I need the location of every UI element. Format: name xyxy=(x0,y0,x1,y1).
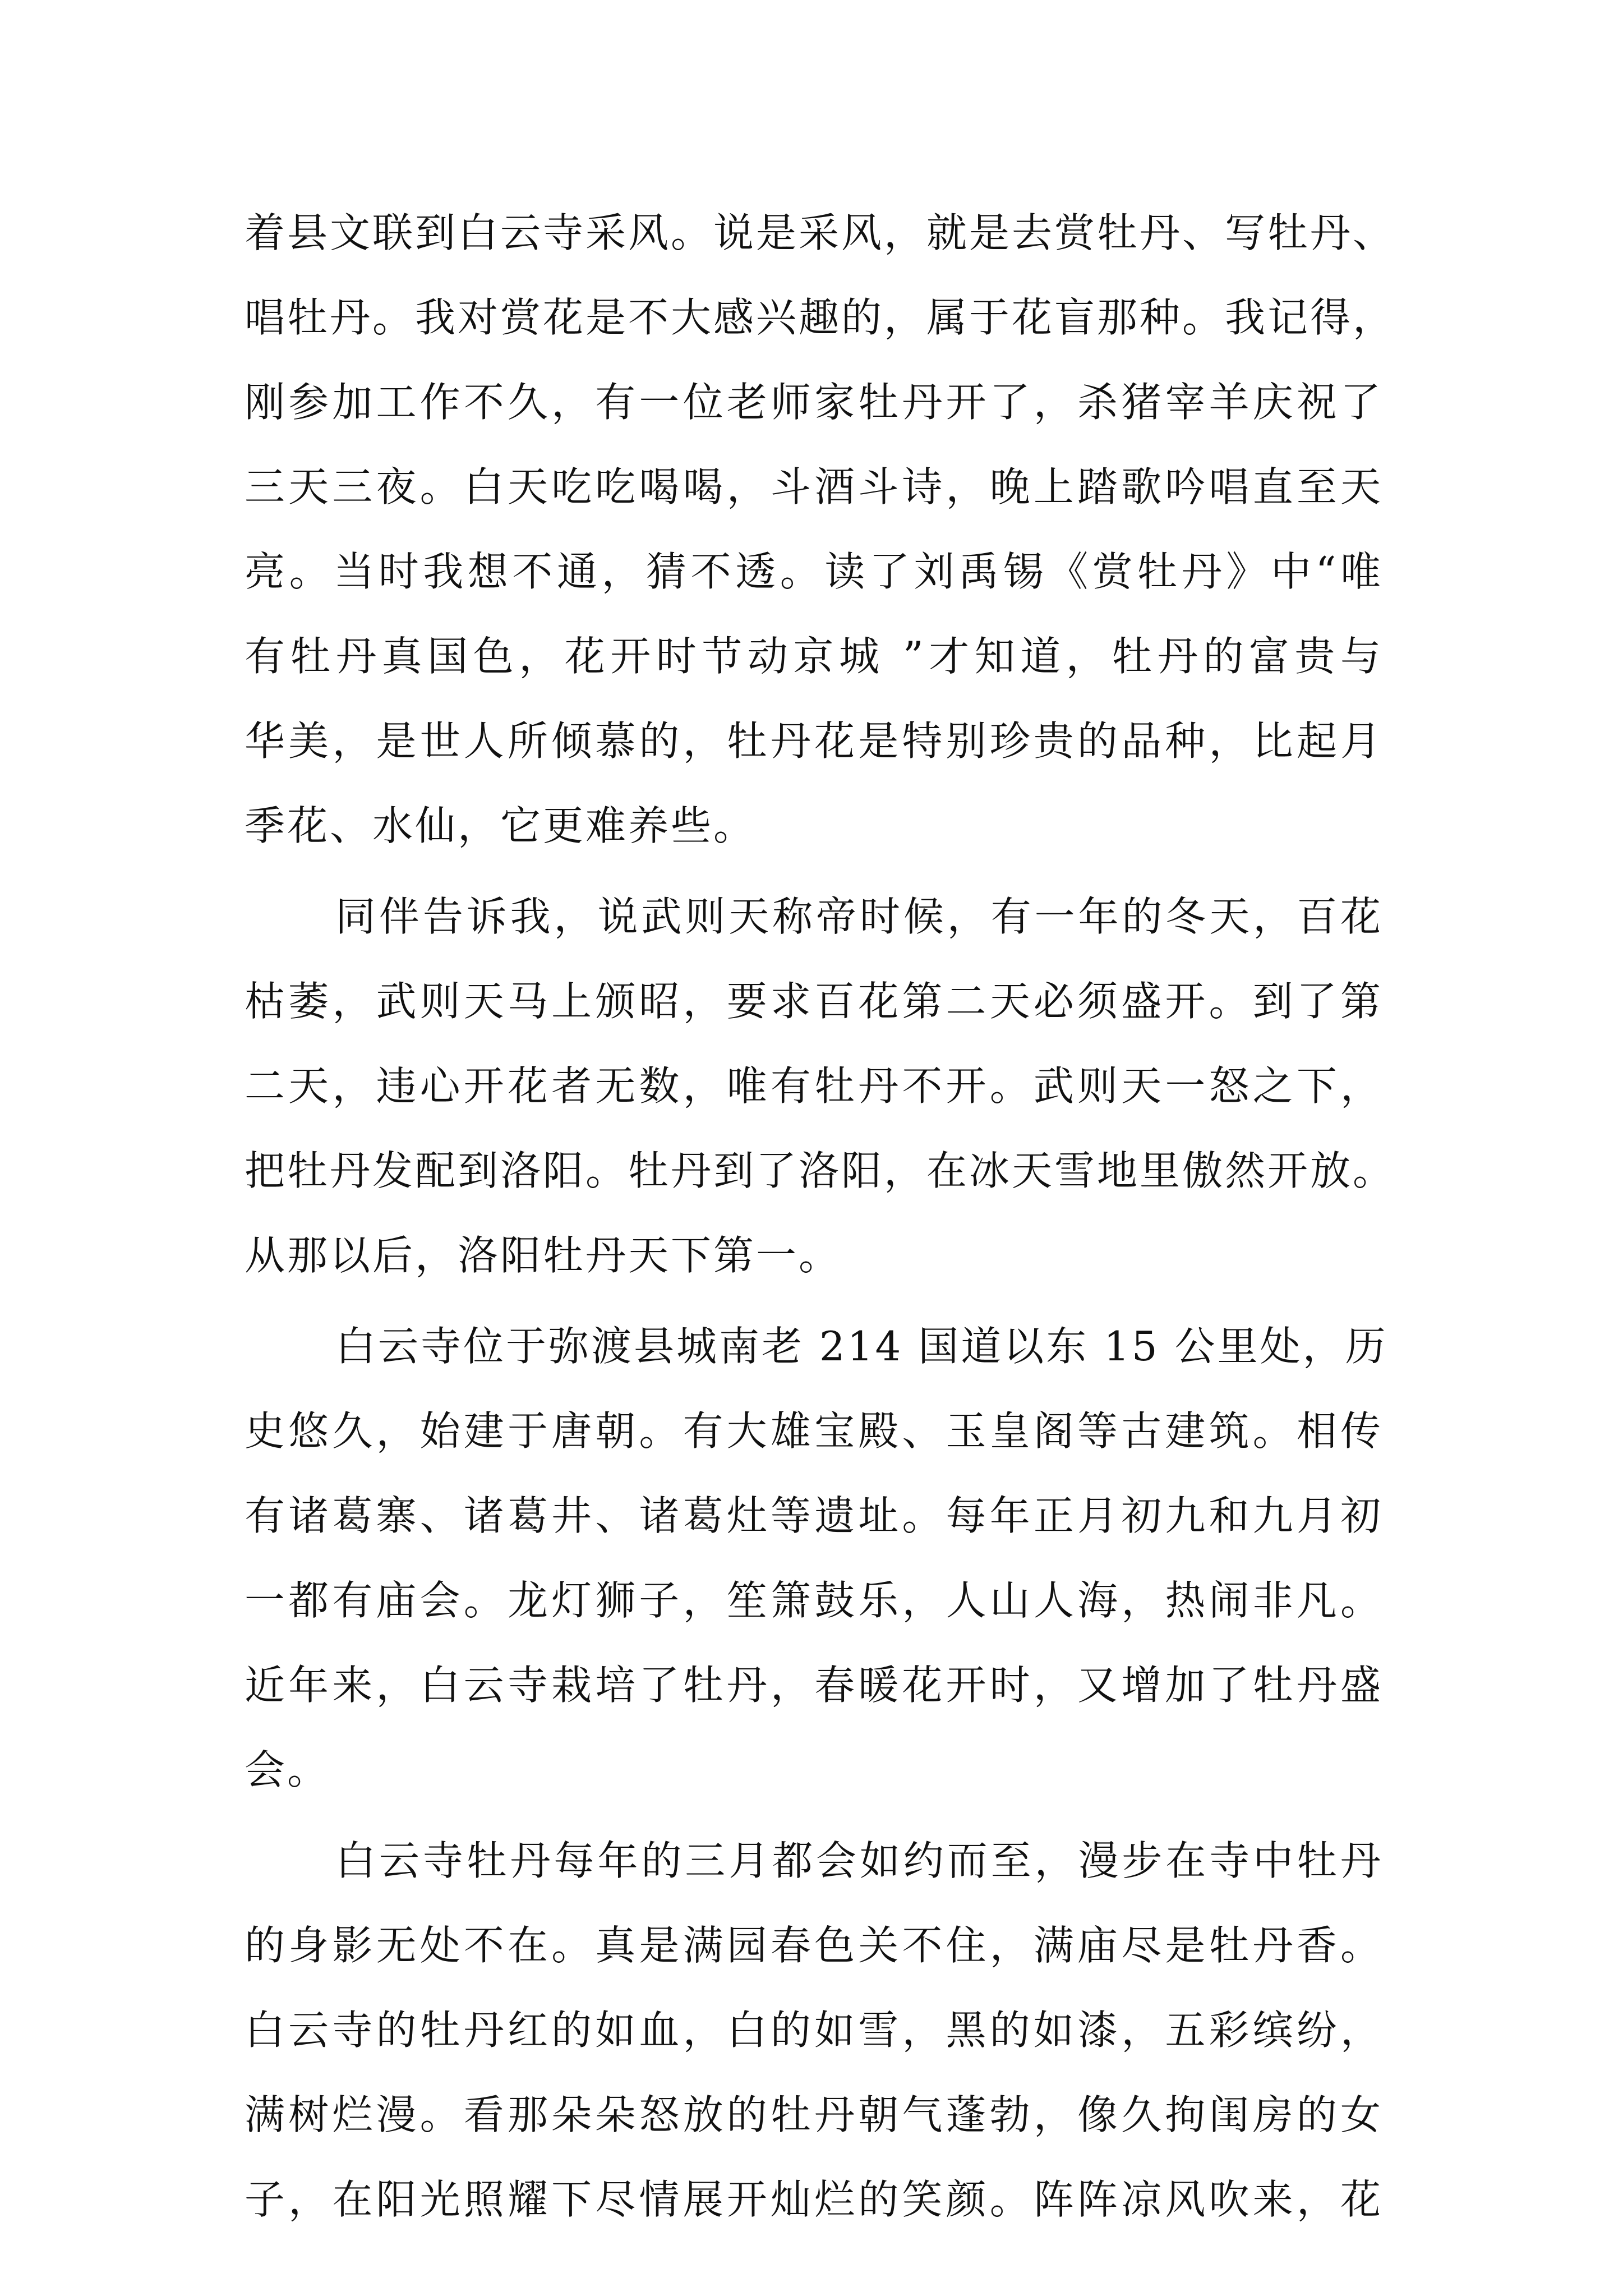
text-line: 季花、水仙，它更难养些。 xyxy=(245,802,757,849)
text-line: 二天，违心开花者无数，唯有牡丹不开。武则天一怒之下， xyxy=(245,1062,1383,1110)
text-line: 一都有庙会。龙灯狮子，笙箫鼓乐，人山人海，热闹非凡。 xyxy=(245,1577,1383,1624)
text-line: 近年来，白云寺栽培了牡丹，春暖花开时，又增加了牡丹盛 xyxy=(245,1662,1383,1709)
text-line: 华美，是世人所倾慕的，牡丹花是特别珍贵的品种，比起月 xyxy=(245,717,1383,765)
text-line: 唱牡丹。我对赏花是不大感兴趣的，属于花盲那种。我记得， xyxy=(245,294,1396,341)
text-line: 从那以后，洛阳牡丹天下第一。 xyxy=(245,1232,842,1279)
text-line: 的身影无处不在。真是满园春色关不住，满庙尽是牡丹香。 xyxy=(245,1922,1383,1969)
text-line: 白云寺的牡丹红的如血，白的如雪，黑的如漆，五彩缤纷， xyxy=(245,2007,1383,2054)
text-line: 把牡丹发配到洛阳。牡丹到了洛阳，在冰天雪地里傲然开放。 xyxy=(245,1147,1396,1194)
text-line: 刚参加工作不久，有一位老师家牡丹开了，杀猪宰羊庆祝了 xyxy=(245,379,1383,426)
text-line: 有牡丹真国色，花开时节动京城 ”才知道，牡丹的富贵与 xyxy=(245,633,1383,680)
paragraph xyxy=(245,1819,1383,2242)
text-line: 白云寺位于弥渡县城南老 214 国道以东 15 公里处，历 xyxy=(335,1323,1388,1370)
text-line: 白云寺牡丹每年的三月都会如约而至，漫步在寺中牡丹 xyxy=(335,1837,1383,1884)
text-line: 有诸葛寨、诸葛井、诸葛灶等遗址。每年正月初九和九月初 xyxy=(245,1492,1383,1539)
text-line: 着县文联到白云寺采风。说是采风，就是去赏牡丹、写牡丹、 xyxy=(245,209,1396,256)
text-line: 子，在阳光照耀下尽情展开灿烂的笑颜。阵阵凉风吹来，花 xyxy=(245,2176,1383,2223)
text-line: 三天三夜。白天吃吃喝喝，斗酒斗诗，晚上踏歌吟唱直至天 xyxy=(245,463,1383,510)
paragraph xyxy=(245,875,1396,1298)
body-text xyxy=(245,191,1396,2242)
paragraph xyxy=(245,191,1396,868)
paragraph xyxy=(245,1304,1388,1812)
text-line: 同伴告诉我，说武则天称帝时候，有一年的冬天，百花 xyxy=(335,893,1383,940)
text-line: 枯萎，武则天马上颁昭，要求百花第二天必须盛开。到了第 xyxy=(245,978,1383,1025)
text-line: 满树烂漫。看那朵朵怒放的牡丹朝气蓬勃，像久拘闺房的女 xyxy=(245,2091,1383,2138)
text-line: 亮。当时我想不通，猜不透。读了刘禹锡《赏牡丹》中“唯 xyxy=(245,548,1383,595)
text-line: 史悠久，始建于唐朝。有大雄宝殿、玉皇阁等古建筑。相传 xyxy=(245,1407,1383,1455)
text-line: 会。 xyxy=(245,1746,330,1793)
